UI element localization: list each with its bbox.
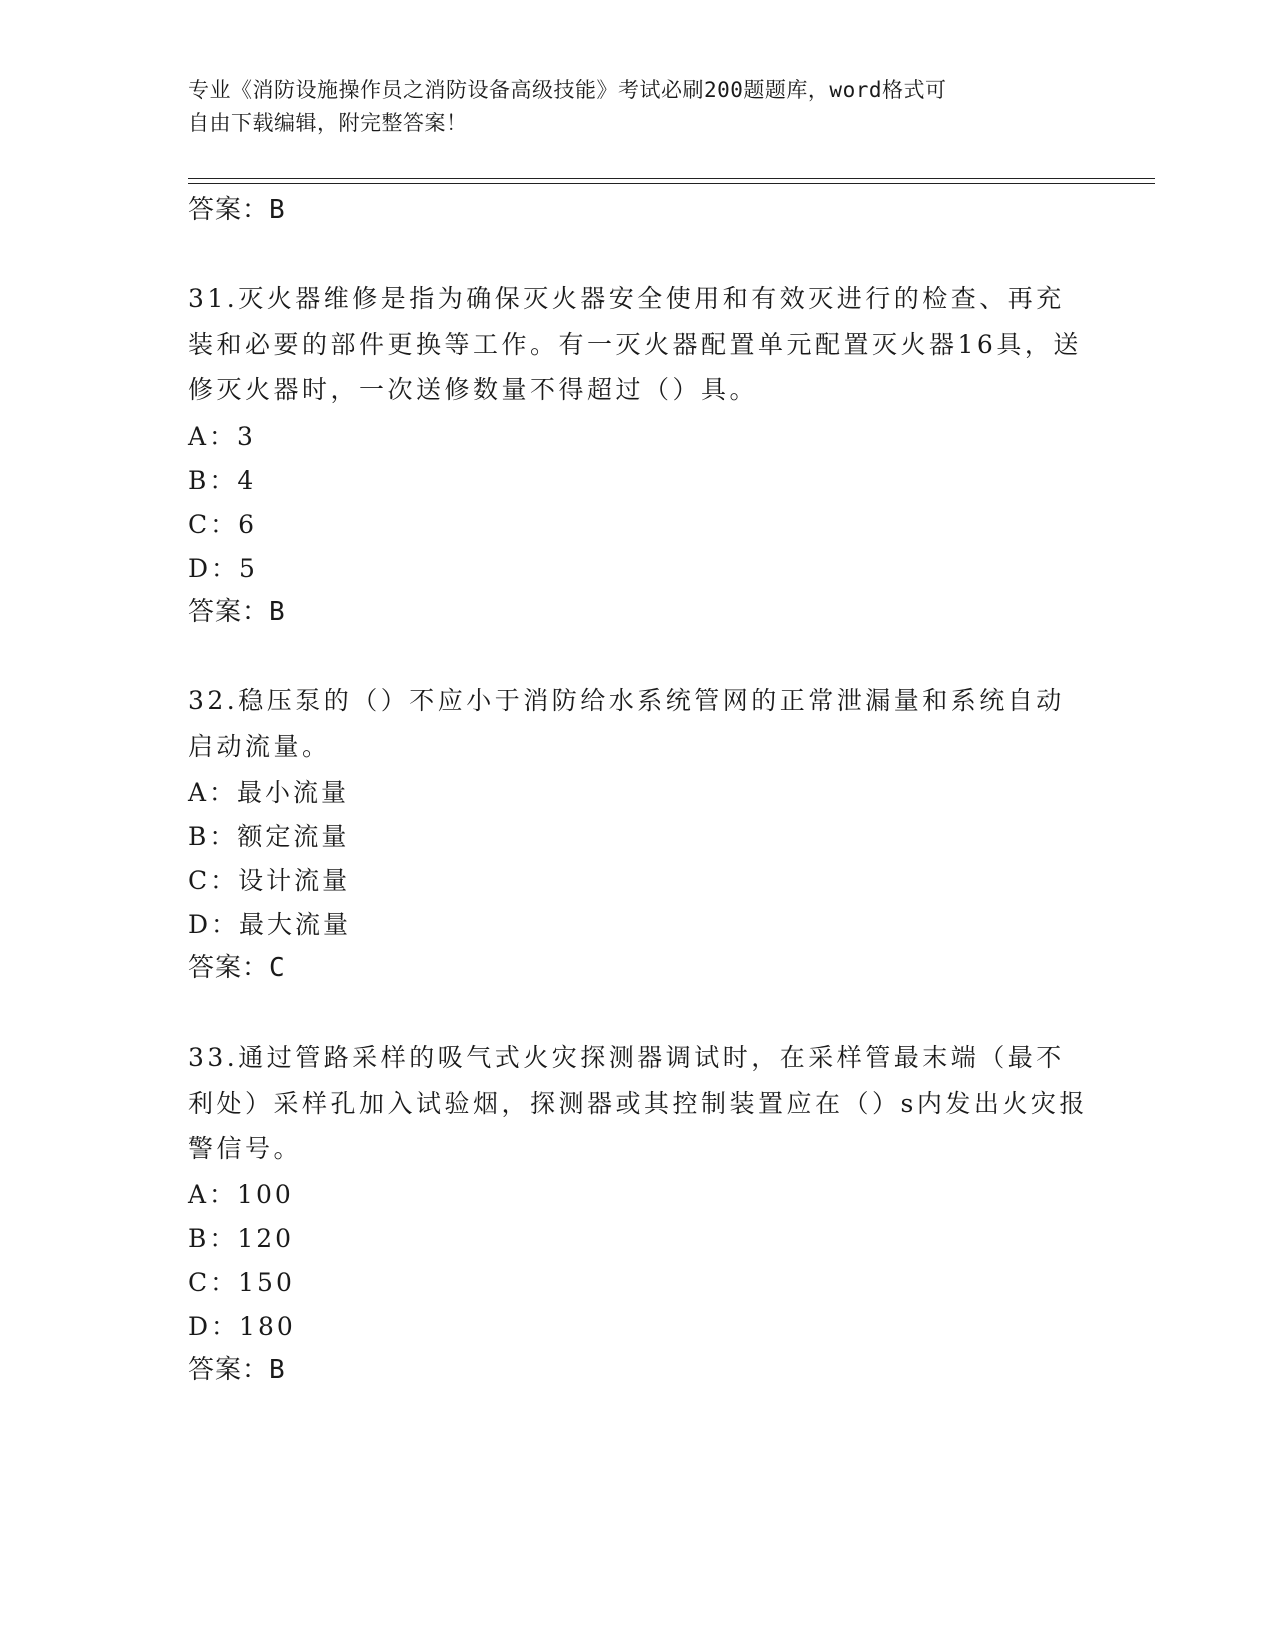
question-31: 31.灭火器维修是指为确保灭火器安全使用和有效灭进行的检查、再充装和必要的部件更换等工作。有一灭火器配置单元配置灭火器16具，送修灭火器时，一次送修数量不得超过（）具。 (188, 284, 1082, 404)
answer-label: 答案： (188, 1355, 270, 1385)
q31-option-a: A：3 (188, 422, 256, 451)
q33-option-c: C：150 (188, 1268, 295, 1297)
q33-option-a: A：100 (188, 1180, 294, 1209)
answer-value: C (269, 953, 286, 983)
header-line-2: 自由下载编辑，附完整答案！ (188, 111, 468, 135)
answer-value: B (269, 597, 286, 627)
document-header (188, 74, 1088, 140)
q32-option-b: B：额定流量 (188, 822, 350, 851)
q32-answer-line (188, 951, 286, 985)
q33-answer-line (188, 1353, 286, 1387)
answer-value: B (269, 1355, 286, 1385)
q31-option-c: C：6 (188, 510, 258, 539)
question-33: 33.通过管路采样的吸气式火灾探测器调试时，在采样管最末端（最不利处）采样孔加入试验烟，探测器或其控制装置应在（）s内发出火灾报警信号。 (188, 1043, 1088, 1163)
q32-option-d: D：最大流量 (188, 910, 352, 939)
answer-label: 答案： (188, 195, 270, 225)
q33-option-d: D：180 (188, 1312, 296, 1341)
q32-option-c: C：设计流量 (188, 866, 351, 895)
answer-line-prev (188, 193, 286, 227)
header-line-1: 专业《消防设施操作员之消防设备高级技能》考试必刷200题题库，word格式可 (188, 78, 947, 102)
answer-label: 答案： (188, 597, 270, 627)
q31-answer-line (188, 595, 286, 629)
q31-option-d: D：5 (188, 554, 258, 583)
header-divider-top (188, 178, 1155, 179)
q32-option-a: A：最小流量 (188, 778, 350, 807)
header-divider-bottom (188, 183, 1155, 184)
q31-option-b: B：4 (188, 466, 257, 495)
q33-option-b: B：120 (188, 1224, 295, 1253)
answer-value: B (269, 195, 286, 225)
question-32: 32.稳压泵的（）不应小于消防给水系统管网的正常泄漏量和系统自动启动流量。 (188, 686, 1065, 761)
answer-label: 答案： (188, 953, 270, 983)
